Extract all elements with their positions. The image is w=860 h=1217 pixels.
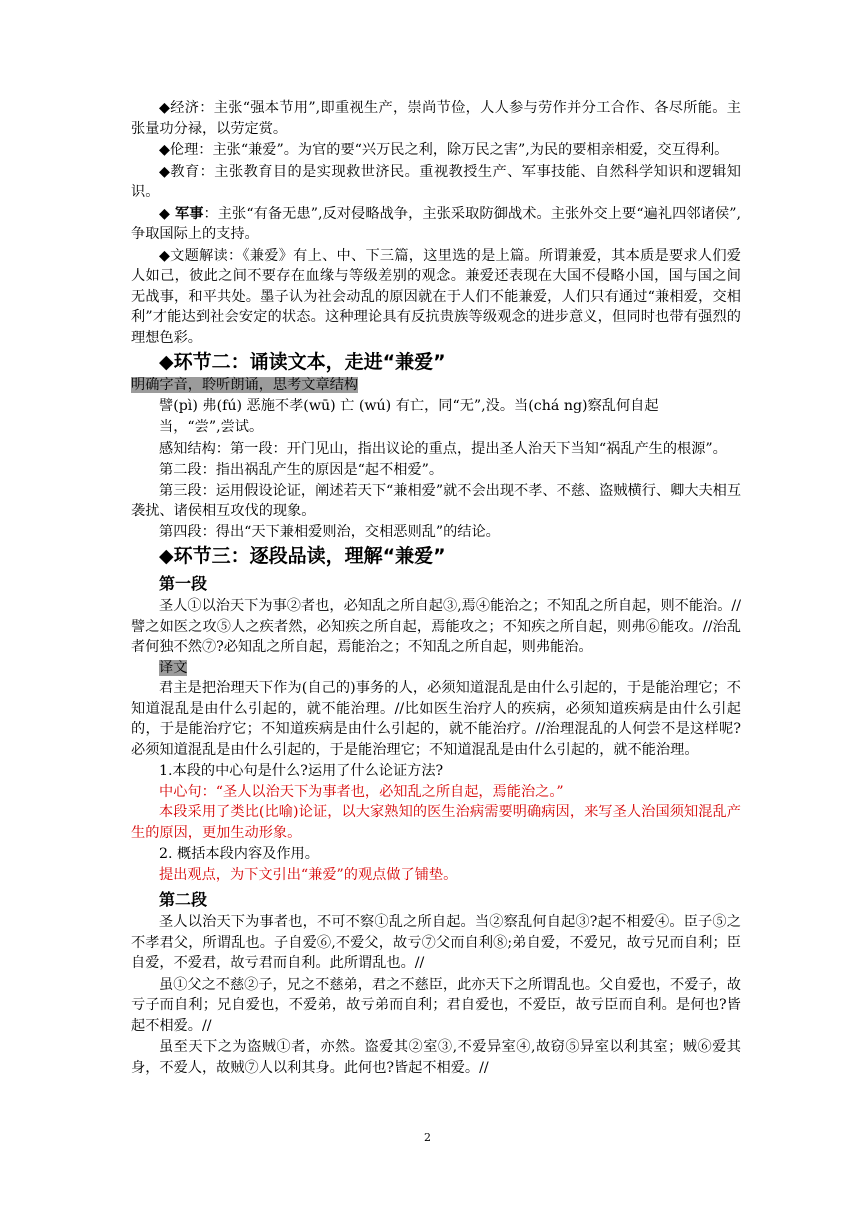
answer-1-center-sentence: 中心句：“圣人以治天下为事者也，必知乱之所自起，焉能治之。” (159, 783, 564, 800)
translation-label: 译文 (159, 659, 188, 676)
title-reading-paragraph: ◆文题解读：《兼爱》有上、中、下三篇，这里选的是上篇。所谓兼爱，其本质是要求人们爱人如己，彼此之间不要存在血缘与等级差别的观念。兼爱还表现在大国不侵略小国，国与国之间无战事，和平共处。墨子认为社会动乱的原因就在于人们不能兼爱，人们只有通过“兼相爱，交相利”才能达到社会安定的状态。这种理论具有反抗贵族等级观念的进步意义，但同时也带有强烈的理想色彩。 (131, 247, 741, 346)
question-2: 2. 概括本段内容及作用。 (159, 846, 319, 862)
pronunciation-line: 譬(pì) 弗(fú) 恶施不孝(wū) 亡 (wú) 有亡，同“无”,没。当(chá ng)察乱何自起 (159, 397, 659, 414)
military-paragraph (131, 204, 741, 245)
military-text: ：主张“有备无患”,反对侵略战争，主张采取防御战术。主张外交上要“遍礼四邻诸侯”,争取国际上的支持。 (131, 205, 741, 242)
structure-para2: 第二段：指出祸乱产生的原因是“起不相爱”。 (159, 462, 444, 478)
para2-title: 第二段 (159, 890, 208, 909)
para2-text-2: 虽①父之不慈②子，兄之不慈弟，君之不慈臣，此亦天下之所谓乱也。父自爱也，不爱子，故亏子而自利；兄自爱也，不爱弟，故亏弟而自利；君自爱也，不爱臣，故亏臣而自利。是何也?皆起不相爱。// (131, 976, 741, 1034)
economy-paragraph: ◆经济：主张“强本节用”,即重视生产，崇尚节俭，人人参与劳作并分工合作、各尽所能。主张量功分禄，以劳定赏。 (131, 100, 741, 137)
structure-para3: 第三段：运用假设论证，阐述若天下“兼相爱”就不会出现不孝、不慈、盗贼横行、卿大夫相互袭扰、诸侯相互攻伐的现象。 (131, 482, 742, 519)
answer-2: 提出观点，为下文引出“兼爱”的观点做了铺垫。 (159, 866, 458, 883)
military-label: ◆ 军事 (159, 205, 204, 222)
section2-highlight: 明确字音，聆听朗诵，思考文章结构 (131, 377, 359, 393)
translation-label-line (131, 658, 741, 679)
para2-text-1: 圣人以治天下为事者也，不可不察①乱之所自起。当②察乱何自起③?起不相爱④。臣子⑤之不孝君父，所谓乱也。子自爱⑥,不爱父，故亏⑦父而自利⑧;弟自爱，不爱兄，故亏兄而自利；臣自爱，不爱君，故亏君而自利。此所谓乱也。// (131, 914, 741, 971)
structure-para4: 第四段：得出“天下兼相爱则治，交相恶则乱”的结论。 (159, 523, 500, 540)
answer-1-method: 本段采用了类比(比喻)论证，以大家熟知的医生治病需要明确病因，来写圣人治国须知混乱产生的原因，更加生动形象。 (131, 804, 741, 841)
page-number: 2 (424, 1131, 431, 1144)
section2-task (131, 375, 741, 396)
section3-heading: ◆环节三：逐段品读，理解“兼爱” (159, 545, 446, 567)
ethics-paragraph: ◆伦理：主张“兼爱”。为官的要“兴万民之利，除万民之害”,为民的要相亲相爱，交互得利。 (159, 142, 729, 158)
education-paragraph: ◆教育：主张教育目的是实现救世济民。重视教授生产、军事技能、自然科学知识和逻辑知识。 (131, 163, 741, 200)
para1-original-text: 圣人①以治天下为事②者也，必知乱之所自起③,焉④能治之；不知乱之所自起，则不能治。//譬之如医之攻⑤人之疾者然，必知疾之所自起，焉能攻之；不知疾之所自起，则弗⑥能攻。//治乱者何独不然⑦?必知乱之所自起，焉能治之；不知乱之所自起，则弗能治。 (131, 598, 741, 655)
pronunciation-note: 当，“尝”,尝试。 (159, 419, 264, 435)
para1-title: 第一段 (159, 574, 208, 593)
section2-heading: ◆环节二：诵读文本，走进“兼爱” (159, 351, 446, 373)
page-content (131, 98, 741, 1078)
structure-para1: 感知结构：第一段：开门见山，指出议论的重点，提出圣人治天下当知“祸乱产生的根源”。 (159, 440, 727, 457)
para1-translation: 君主是把治理天下作为(自己的)事务的人，必须知道混乱是由什么引起的，于是能治理它；不知道混乱是由什么引起的，就不能治理。//比如医生治疗人的疾病，必须知道疾病是由什么引起的，于是能治疗它；不知道疾病是由什么引起的，就不能治疗。//治理混乱的人何尝不是这样呢?必须知道混乱是由什么引起的，于是能治理它；不知道混乱是由什么引起的，就不能治理。 (131, 680, 741, 758)
para2-text-3: 虽至天下之为盗贼①者，亦然。盗爱其②室③,不爱异室④,故窃⑤异室以利其室；贼⑥爱其身，不爱人，故贼⑦人以利其身。此何也?皆起不相爱。// (131, 1039, 741, 1076)
question-1: 1.本段的中心句是什么?运用了什么论证方法? (159, 763, 444, 779)
